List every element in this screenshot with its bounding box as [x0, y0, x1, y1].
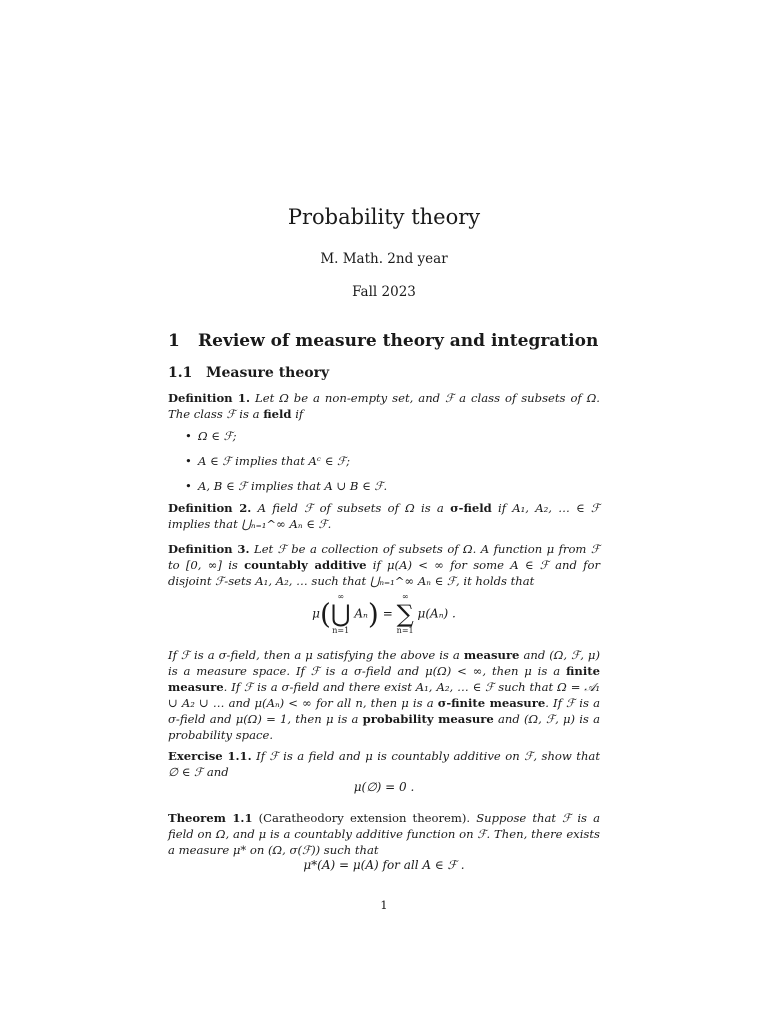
sum-sub: n=1 — [396, 626, 414, 635]
sum-operator — [397, 592, 414, 636]
definition-1-heading: Definition 1. — [168, 391, 251, 405]
theorem-1-1 — [168, 810, 600, 858]
theorem-equation: μ*(A) = μ(A) for all A ∈ ℱ . — [303, 858, 465, 872]
left-paren: ( — [319, 597, 331, 631]
eq-mu: μ — [312, 606, 320, 621]
eq-equals: = — [382, 606, 393, 621]
union-operator — [331, 592, 351, 636]
condition-item: • Ω ∈ ℱ; — [168, 428, 600, 453]
definition-3-heading: Definition 3. — [168, 542, 250, 556]
para-s1: If ℱ is a σ-field, then a μ satisfying the above is a — [168, 648, 464, 662]
sum-symbol: ∑ — [396, 600, 414, 628]
date-line: Fall 2023 — [352, 284, 416, 300]
para-s5: and (Ω, ℱ, μ) is a probability space. — [168, 712, 600, 742]
right-paren: ) — [367, 597, 379, 631]
theorem-heading: Theorem 1.1 — [168, 811, 253, 825]
exercise-equation: μ(∅) = 0 . — [353, 780, 415, 794]
subsection-title: Measure theory — [206, 365, 330, 381]
term-measure: measure — [463, 648, 520, 662]
term-sigma-finite: σ-finite measure — [437, 696, 546, 710]
para-s3: . If ℱ is a σ-field and there exist A₁, A₂, … ∈ ℱ such that Ω = 𝒜₁ ∪ A₂ ∪ … and μ(Aₙ) < ∞ for all n, then μ is a — [168, 680, 600, 710]
definition-2-term: σ-field — [450, 501, 492, 515]
term-finite-measure: finite measure — [168, 664, 600, 694]
page-number: 1 — [380, 898, 388, 912]
eq-arg: Aₙ — [354, 606, 368, 621]
definition-1 — [168, 390, 600, 422]
definition-1-conditions — [168, 428, 600, 503]
section-number: 1 — [168, 331, 180, 351]
author-line: M. Math. 2nd year — [320, 251, 448, 267]
measure-paragraph — [168, 647, 600, 743]
section-title: Review of measure theory and integration — [198, 331, 599, 351]
union-symbol: ⋃ — [330, 600, 351, 628]
document-title: Probability theory — [287, 205, 481, 229]
exercise-text: If ℱ is a field and μ is countably additive on ℱ, show that ∅ ∈ ℱ and — [168, 749, 601, 779]
definition-3-pre: Let ℱ be a collection of subsets of Ω. A function μ from ℱ to [0, ∞] is — [168, 542, 601, 572]
section-heading — [168, 331, 600, 351]
condition-item: • A ∈ ℱ implies that Aᶜ ∈ ℱ; — [168, 453, 600, 478]
para-s4: . If ℱ is a σ-field and μ(Ω) = 1, then μ is a — [168, 696, 601, 726]
exercise-1-1 — [168, 748, 600, 780]
definition-3-term: countably additive — [244, 558, 367, 572]
union-sup: ∞ — [337, 592, 345, 601]
term-probability-measure: probability measure — [362, 712, 494, 726]
definition-2-pre: A field ℱ of subsets of Ω is a — [257, 501, 451, 515]
theorem-text: Suppose that ℱ is a field on Ω, and μ is a countably additive function on ℱ. Then, there exists a measure μ* on (Ω, σ(ℱ)) such that — [168, 811, 601, 857]
condition-item: • A, B ∈ ℱ implies that A ∪ B ∈ ℱ. — [168, 478, 600, 503]
exercise-heading: Exercise 1.1. — [168, 749, 252, 763]
definition-1-line1: Let Ω be a non-empty set, and ℱ a class of subsets of Ω. The — [168, 391, 600, 421]
definition-2-heading: Definition 2. — [168, 501, 252, 515]
para-s2: and (Ω, ℱ, μ) is a measure space. If ℱ is a σ-field and μ(Ω) < ∞, then μ is a — [168, 648, 600, 678]
definition-2-post: if A₁, A₂, … ∈ ℱ implies that ⋃ₙ₌₁^∞ Aₙ ∈ ℱ. — [168, 501, 600, 531]
subsection-heading — [168, 365, 600, 381]
countable-additivity-equation — [168, 592, 600, 636]
union-sub: n=1 — [332, 626, 350, 635]
definition-3-post: if μ(A) < ∞ for some A ∈ ℱ and for disjoint ℱ-sets A₁, A₂, … such that ⋃ₙ₌₁^∞ Aₙ ∈ ℱ, it holds that — [168, 558, 600, 588]
definition-3 — [168, 541, 600, 589]
definition-2 — [168, 500, 600, 532]
eq-rhs: μ(Aₙ) . — [417, 606, 456, 621]
subsection-number: 1.1 — [168, 365, 193, 381]
definition-1-term: field — [263, 407, 292, 421]
sum-sup: ∞ — [401, 592, 409, 601]
definition-1-line2-pre: class ℱ is a — [193, 407, 264, 421]
theorem-name: (Caratheodory extension theorem). — [258, 811, 471, 825]
definition-1-line2-post: if — [291, 407, 304, 421]
